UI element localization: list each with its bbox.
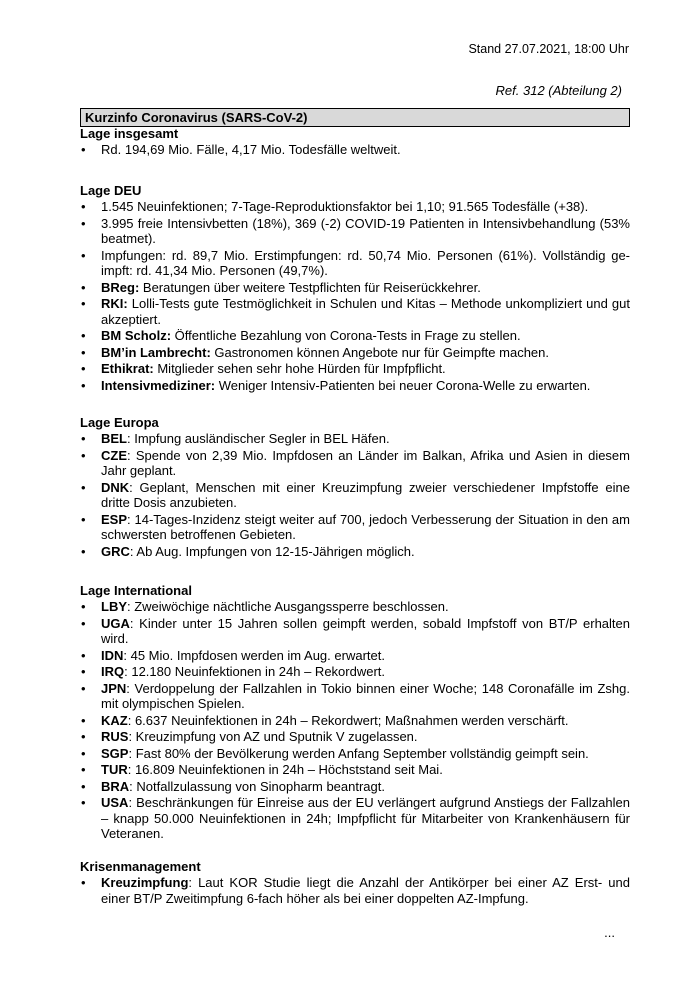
section-heading: Lage International	[80, 583, 192, 598]
list-item: • RKI: Lolli-Tests gute Testmöglichkeit in Schulen und Kitas – Methode unkompliziert und gut akzeptiert.	[80, 296, 630, 327]
section-lage-international	[80, 583, 630, 843]
bullet-list	[80, 431, 630, 559]
list-item: • ESP: 14-Tages-Inzidenz steigt weiter auf 700, jedoch Verbesserung der Situation in den am schwersten betroffenen Gebieten.	[80, 512, 630, 543]
section-heading: Lage insgesamt	[80, 126, 179, 141]
list-item: • JPN: Verdoppelung der Fallzahlen in Tokio binnen einer Woche; 148 Coronafälle im Zshg. mit olympischen Spielen.	[80, 681, 630, 712]
list-item: • BReg: Beratungen über weitere Testpflichten für Reiserückkehrer.	[80, 280, 630, 296]
document-title: Kurzinfo Coronavirus (SARS-CoV-2)	[80, 108, 630, 127]
list-item: • Intensivmediziner: Weniger Intensiv-Patienten bei neuer Corona-Welle zu erwarten.	[80, 378, 630, 394]
list-item: • Rd. 194,69 Mio. Fälle, 4,17 Mio. Todesfälle weltweit.	[80, 142, 630, 158]
list-item: • CZE: Spende von 2,39 Mio. Impfdosen an Länder im Balkan, Afrika und Asien in diesem Jahr geplant.	[80, 448, 630, 479]
reference-label: Ref. 312 (Abteilung 2)	[495, 83, 622, 98]
list-item: • LBY: Zweiwöchige nächtliche Ausgangssperre beschlossen.	[80, 599, 630, 615]
list-item: • 3.995 freie Intensivbetten (18%), 369 (-2) COVID-19 Patienten in Intensivbehandlung (53% beatmet).	[80, 216, 630, 247]
list-item: • SGP: Fast 80% der Bevölkerung werden Anfang September vollständig geimpft sein.	[80, 746, 630, 762]
list-item: • IRQ: 12.180 Neuinfektionen in 24h – Rekordwert.	[80, 664, 630, 680]
section-heading: Lage Europa	[80, 415, 159, 430]
list-item: • TUR: 16.809 Neuinfektionen in 24h – Höchststand seit Mai.	[80, 762, 630, 778]
list-item: • BM’in Lambrecht: Gastronomen können Angebote nur für Geimpfte machen.	[80, 345, 630, 361]
list-item: • KAZ: 6.637 Neuinfektionen in 24h – Rekordwert; Maßnahmen werden verschärft.	[80, 713, 630, 729]
list-item: • GRC: Ab Aug. Impfungen von 12-15-Jährigen möglich.	[80, 544, 630, 560]
section-lage-insgesamt	[80, 126, 630, 159]
list-item: • USA: Beschränkungen für Einreise aus der EU verlängert aufgrund Anstiegs der Fallzahlen – knapp 50.000 Neuinfektionen in 24h; Impfpflicht für Mitarbeiter von Krankenhäusern für Veteranen.	[80, 795, 630, 842]
bullet-list	[80, 142, 630, 158]
list-item: • RUS: Kreuzimpfung von AZ und Sputnik V zugelassen.	[80, 729, 630, 745]
report-date: Stand 27.07.2021, 18:00 Uhr	[468, 42, 629, 56]
list-item: • Impfungen: rd. 89,7 Mio. Erstimpfungen: rd. 50,74 Mio. Personen (61%). Vollständig ge-impft: rd. 41,34 Mio. Personen (49,7%).	[80, 248, 630, 279]
list-item: • IDN: 45 Mio. Impfdosen werden im Aug. erwartet.	[80, 648, 630, 664]
list-item: • 1.545 Neuinfektionen; 7-Tage-Reproduktionsfaktor bei 1,10; 91.565 Todesfälle (+38).	[80, 199, 630, 215]
list-item: • Kreuzimpfung: Laut KOR Studie liegt die Anzahl der Antikörper bei einer AZ Erst- und einer BT/P Zweitimpfung 6-fach höher als bei einer doppelten AZ-Impfung.	[80, 875, 630, 906]
list-item: • BM Scholz: Öffentliche Bezahlung von Corona-Tests in Frage zu stellen.	[80, 328, 630, 344]
section-lage-deu	[80, 183, 630, 394]
section-heading: Lage DEU	[80, 183, 142, 198]
list-item: • DNK: Geplant, Menschen mit einer Kreuzimpfung zweier verschiedener Impfstoffe eine dritte Dosis anzubieten.	[80, 480, 630, 511]
section-heading: Krisenmanagement	[80, 859, 201, 874]
bullet-list	[80, 875, 630, 906]
bullet-list	[80, 599, 630, 842]
section-lage-europa	[80, 415, 630, 560]
section-krisenmanagement	[80, 859, 630, 907]
bullet-list	[80, 199, 630, 393]
list-item: • UGA: Kinder unter 15 Jahren sollen geimpft werden, sobald Impfstoff von BT/P erhalten wird.	[80, 616, 630, 647]
list-item: • BRA: Notfallzulassung von Sinopharm beantragt.	[80, 779, 630, 795]
list-item: • BEL: Impfung ausländischer Segler in BEL Häfen.	[80, 431, 630, 447]
list-item: • Ethikrat: Mitglieder sehen sehr hohe Hürden für Impfpflicht.	[80, 361, 630, 377]
document-body	[80, 108, 630, 127]
continuation-marker: ...	[604, 925, 615, 940]
